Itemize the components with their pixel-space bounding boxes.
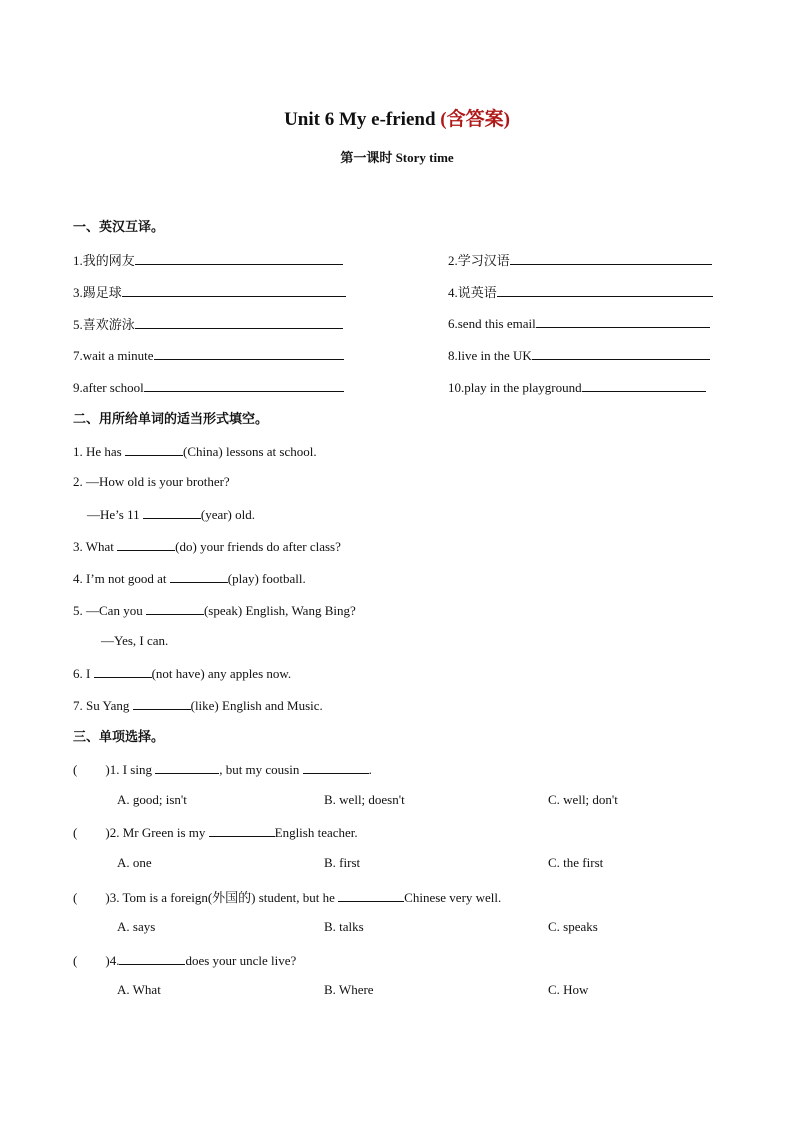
answer-blank[interactable] bbox=[510, 251, 712, 265]
answer-slot[interactable] bbox=[77, 952, 105, 965]
option-a[interactable]: A. says bbox=[117, 919, 156, 934]
section3-heading: 三、单项选择。 bbox=[73, 730, 165, 745]
title-answer-note: (含答案) bbox=[440, 109, 510, 130]
option-b[interactable]: B. talks bbox=[324, 919, 364, 934]
translate-item-9: 9.after school bbox=[73, 378, 344, 396]
fill-item-7: 7. Su Yang (like) English and Music. bbox=[73, 698, 323, 713]
answer-slot[interactable] bbox=[77, 824, 105, 837]
answer-blank[interactable] bbox=[582, 378, 706, 392]
answer-slot[interactable] bbox=[77, 761, 105, 774]
answer-blank[interactable] bbox=[170, 569, 228, 583]
choice-question-4: ( )4. does your uncle live? bbox=[73, 953, 297, 968]
choice-question-3: ( )3. Tom is a foreign(外国的) student, but he Chinese very well. bbox=[73, 890, 502, 905]
fill-item-4: 4. I’m not good at (play) football. bbox=[73, 571, 306, 586]
answer-blank[interactable] bbox=[94, 664, 152, 678]
answer-blank[interactable] bbox=[122, 283, 346, 297]
option-b[interactable]: B. Where bbox=[324, 982, 374, 997]
page-title bbox=[0, 104, 794, 131]
answer-blank[interactable] bbox=[338, 888, 404, 902]
fill-item-5-answer: —Yes, I can. bbox=[101, 633, 169, 648]
translate-item-7: 7.wait a minute bbox=[73, 346, 344, 364]
fill-item-2-answer: —He’s 11 (year) old. bbox=[87, 507, 255, 522]
answer-blank[interactable] bbox=[135, 251, 343, 265]
answer-blank[interactable] bbox=[536, 314, 710, 328]
option-c[interactable]: C. the first bbox=[548, 855, 604, 870]
translate-item-3: 3.踢足球 bbox=[73, 282, 346, 301]
answer-blank[interactable] bbox=[133, 696, 191, 710]
answer-slot[interactable] bbox=[77, 889, 105, 902]
fill-item-2-question: 2. —How old is your brother? bbox=[73, 474, 230, 489]
fill-item-1: 1. He has (China) lessons at school. bbox=[73, 444, 317, 459]
answer-blank[interactable] bbox=[144, 378, 344, 392]
option-a[interactable]: A. What bbox=[117, 982, 161, 997]
choice-question-1: ( )1. I sing , but my cousin . bbox=[73, 762, 372, 777]
option-b[interactable]: B. well; doesn't bbox=[324, 792, 405, 807]
fill-item-5-question: 5. —Can you (speak) English, Wang Bing? bbox=[73, 603, 356, 618]
translate-item-2: 2.学习汉语 bbox=[448, 250, 712, 269]
section2-heading: 二、用所给单词的适当形式填空。 bbox=[73, 412, 269, 427]
option-a[interactable]: A. good; isn't bbox=[117, 792, 187, 807]
answer-blank[interactable] bbox=[146, 601, 204, 615]
option-c[interactable]: C. well; don't bbox=[548, 792, 618, 807]
option-c[interactable]: C. speaks bbox=[548, 919, 598, 934]
answer-blank[interactable] bbox=[303, 760, 369, 774]
fill-item-3: 3. What (do) your friends do after class? bbox=[73, 539, 341, 554]
page-subtitle: 第一课时 Story time bbox=[340, 150, 454, 165]
answer-blank[interactable] bbox=[119, 951, 185, 965]
choice-question-2: ( )2. Mr Green is my English teacher. bbox=[73, 825, 358, 840]
translate-item-6: 6.send this email bbox=[448, 314, 710, 332]
answer-blank[interactable] bbox=[125, 442, 183, 456]
answer-blank[interactable] bbox=[154, 346, 344, 360]
title-main: Unit 6 My e-friend bbox=[284, 109, 441, 130]
answer-blank[interactable] bbox=[143, 505, 201, 519]
section1-heading: 一、英汉互译。 bbox=[73, 220, 165, 235]
answer-blank[interactable] bbox=[532, 346, 710, 360]
option-c[interactable]: C. How bbox=[548, 982, 589, 997]
option-a[interactable]: A. one bbox=[117, 855, 152, 870]
answer-blank[interactable] bbox=[497, 283, 713, 297]
translate-item-5: 5.喜欢游泳 bbox=[73, 314, 343, 333]
option-b[interactable]: B. first bbox=[324, 855, 361, 870]
answer-blank[interactable] bbox=[155, 760, 219, 774]
translate-item-8: 8.live in the UK bbox=[448, 346, 710, 364]
answer-blank[interactable] bbox=[135, 315, 343, 329]
answer-blank[interactable] bbox=[117, 537, 175, 551]
fill-item-6: 6. I (not have) any apples now. bbox=[73, 666, 292, 681]
translate-item-10: 10.play in the playground bbox=[448, 378, 706, 396]
translate-item-4: 4.说英语 bbox=[448, 282, 713, 301]
translate-item-1: 1.我的网友 bbox=[73, 250, 343, 269]
answer-blank[interactable] bbox=[209, 823, 275, 837]
